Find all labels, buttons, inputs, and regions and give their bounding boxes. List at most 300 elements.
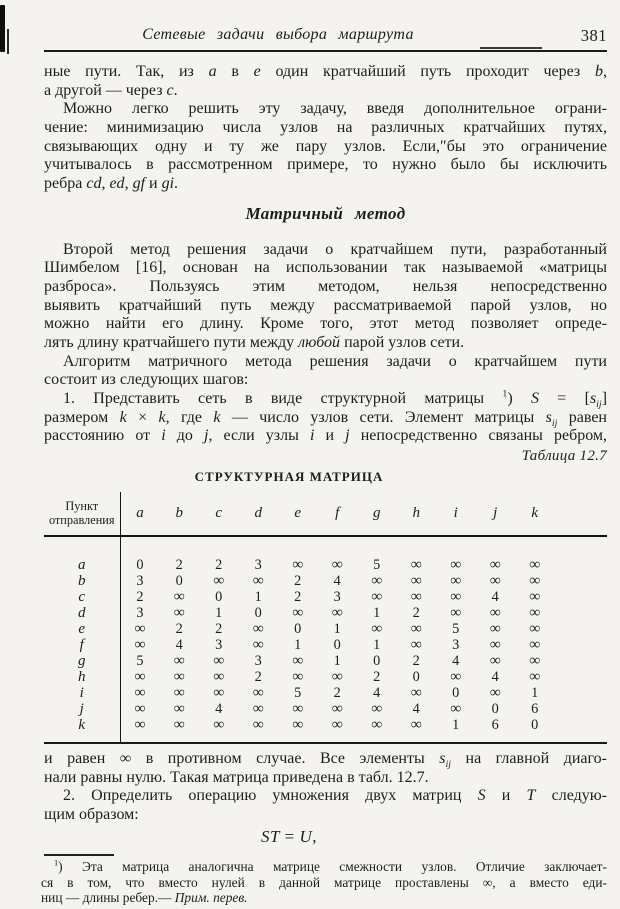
matrix-cell: 6 xyxy=(491,716,499,733)
matrix-cell xyxy=(515,605,555,621)
text-segment: и равен ∞ в противном случае. Все элементы xyxy=(44,750,440,767)
matrix-cell xyxy=(120,717,160,733)
infinity-value: ∞ xyxy=(252,716,264,733)
matrix-cell xyxy=(476,621,516,637)
matrix-cell xyxy=(397,717,437,733)
matrix-cell: 0 xyxy=(294,620,302,637)
matrix-cell: 1 xyxy=(373,604,381,621)
row-label: j xyxy=(44,701,120,717)
infinity-value: ∞ xyxy=(489,684,501,701)
infinity-value: ∞ xyxy=(292,668,304,685)
matrix-cell: 3 xyxy=(254,556,262,573)
text-segment: ST xyxy=(260,827,280,846)
text-line xyxy=(44,427,607,446)
table-body xyxy=(44,536,607,743)
row-label: f xyxy=(44,637,120,653)
text-segment: разброса». Пользуясь этим методом, нельзя непосредственно xyxy=(44,277,607,295)
matrix-cell: 5 xyxy=(294,684,302,701)
matrix-cell xyxy=(120,701,160,717)
spacer-cell xyxy=(120,733,160,743)
matrix-cell xyxy=(278,605,318,621)
text-segment: 2. Определить операцию умножения двух матриц xyxy=(63,787,478,805)
infinity-value: ∞ xyxy=(371,620,383,637)
infinity-value: ∞ xyxy=(529,556,541,573)
infinity-value: ∞ xyxy=(213,668,225,685)
text-segment: , xyxy=(124,174,133,192)
matrix-cell: 2 xyxy=(412,652,420,669)
infinity-value: ∞ xyxy=(529,572,541,589)
infinity-value: ∞ xyxy=(134,716,146,733)
matrix-cell: 5 xyxy=(452,620,460,637)
matrix-cell xyxy=(160,701,200,717)
matrix-cell xyxy=(515,589,555,605)
spacer-cell xyxy=(44,733,120,743)
table-spacer-row xyxy=(44,536,607,557)
text-segment: s xyxy=(589,389,597,407)
spacer-cell xyxy=(239,536,279,557)
infinity-value: ∞ xyxy=(489,604,501,621)
spacer-cell xyxy=(555,573,608,589)
paragraph xyxy=(44,241,607,353)
matrix-cell xyxy=(160,717,200,733)
text-line xyxy=(41,859,607,875)
infinity-value: ∞ xyxy=(410,636,422,653)
infinity-value: ∞ xyxy=(173,716,185,733)
matrix-cell xyxy=(278,717,318,733)
text-segment: = [ xyxy=(538,389,590,407)
infinity-value: ∞ xyxy=(489,636,501,653)
matrix-cell: 4 xyxy=(333,572,341,589)
text-segment: a xyxy=(208,63,217,80)
column-header: h xyxy=(397,492,437,536)
text-segment: . xyxy=(173,81,178,99)
infinity-value: ∞ xyxy=(410,620,422,637)
matrix-cell: 0 xyxy=(333,636,341,653)
infinity-value: ∞ xyxy=(252,572,264,589)
scan-artifact-mark xyxy=(7,29,9,54)
corner-label-line2: отправления xyxy=(48,512,115,527)
table-row xyxy=(44,621,607,637)
matrix-cell xyxy=(397,557,437,573)
matrix-cell: 4 xyxy=(412,700,420,717)
text-line xyxy=(44,371,607,390)
matrix-cell: 0 xyxy=(136,556,144,573)
matrix-cell: 2 xyxy=(412,604,420,621)
matrix-cell xyxy=(120,621,160,637)
paragraph xyxy=(44,100,607,193)
text-segment: нали равны нулю. Такая матрица приведена в табл. 12.7. xyxy=(44,768,429,786)
matrix-cell xyxy=(120,669,160,685)
infinity-value: ∞ xyxy=(529,620,541,637)
matrix-cell: 4 xyxy=(175,636,183,653)
matrix-cell: 0 xyxy=(215,588,223,605)
page-number: 381 xyxy=(580,26,607,45)
paragraph xyxy=(44,390,607,446)
text-segment: равен xyxy=(557,408,607,426)
spacer-cell xyxy=(555,536,608,557)
infinity-value: ∞ xyxy=(213,684,225,701)
matrix-cell xyxy=(199,653,239,669)
infinity-value: ∞ xyxy=(134,668,146,685)
spacer-cell xyxy=(555,717,608,733)
infinity-value: ∞ xyxy=(450,556,462,573)
text-segment: ся в том, что вместо нулей в данной матрице проставлены ∞, а вместо еди- xyxy=(41,874,607,890)
infinity-value: ∞ xyxy=(410,572,422,589)
column-header: a xyxy=(120,492,160,536)
table-spacer-row xyxy=(44,733,607,743)
matrix-cell: 0 xyxy=(175,572,183,589)
spacer-cell xyxy=(436,733,476,743)
matrix-cell: 2 xyxy=(175,620,183,637)
matrix-cell: 1 xyxy=(294,636,302,653)
text-segment: . xyxy=(174,174,179,192)
matrix-cell xyxy=(239,701,279,717)
text-line xyxy=(44,63,607,82)
text-line xyxy=(44,315,607,334)
column-header: c xyxy=(199,492,239,536)
text-line xyxy=(44,806,607,825)
matrix-cell xyxy=(318,717,358,733)
text-segment: на главной диаго- xyxy=(451,750,607,767)
text-segment: ребра xyxy=(44,174,87,192)
spacer-cell xyxy=(515,733,555,743)
matrix-cell xyxy=(318,701,358,717)
text-line xyxy=(44,750,607,769)
matrix-cell xyxy=(476,685,516,701)
table-row xyxy=(44,669,607,685)
infinity-value: ∞ xyxy=(371,572,383,589)
spacer-cell xyxy=(555,653,608,669)
matrix-cell: 3 xyxy=(136,604,144,621)
text-segment: s xyxy=(545,408,552,426)
matrix-cell: 0 xyxy=(412,668,420,685)
table-row xyxy=(44,653,607,669)
column-header: e xyxy=(278,492,318,536)
matrix-cell xyxy=(357,589,397,605)
text-segment: размером xyxy=(44,408,120,426)
row-label: i xyxy=(44,685,120,701)
infinity-value: ∞ xyxy=(489,572,501,589)
body-text-upper xyxy=(44,63,607,446)
text-segment: непосредственно связаны ребром, xyxy=(349,427,608,445)
matrix-cell: 4 xyxy=(491,668,499,685)
text-segment: чение: минимизацию числа узлов на различных кратчайших путях, xyxy=(44,118,607,136)
infinity-value: ∞ xyxy=(450,604,462,621)
table-row xyxy=(44,685,607,701)
text-segment: Второй метод решения задачи о кратчайшем пути, разработанный xyxy=(63,240,607,258)
matrix-cell xyxy=(436,589,476,605)
infinity-value: ∞ xyxy=(252,636,264,653)
matrix-cell xyxy=(397,589,437,605)
text-segment: , если узлы xyxy=(208,427,310,445)
text-segment: и xyxy=(314,427,346,445)
infinity-value: ∞ xyxy=(529,588,541,605)
matrix-cell xyxy=(476,637,516,653)
text-line xyxy=(44,297,607,316)
infinity-value: ∞ xyxy=(489,652,501,669)
text-segment: , xyxy=(602,63,607,80)
text-segment: любой xyxy=(298,333,341,351)
infinity-value: ∞ xyxy=(331,556,343,573)
text-segment: учитывалось в рассмотренном примере, то нужно было бы исключить xyxy=(44,156,607,174)
row-label: a xyxy=(44,557,120,573)
infinity-value: ∞ xyxy=(134,684,146,701)
row-label: d xyxy=(44,605,120,621)
text-segment: 1 xyxy=(502,388,508,400)
matrix-cell xyxy=(476,573,516,589)
infinity-value: ∞ xyxy=(529,668,541,685)
text-segment: до xyxy=(165,427,204,445)
infinity-value: ∞ xyxy=(213,652,225,669)
matrix-cell xyxy=(239,637,279,653)
matrix-cell: 3 xyxy=(254,652,262,669)
infinity-value: ∞ xyxy=(252,700,264,717)
text-segment: S xyxy=(530,389,539,407)
text-line xyxy=(41,875,607,891)
matrix-cell: 5 xyxy=(136,652,144,669)
matrix-cell: 6 xyxy=(531,700,539,717)
matrix-cell: 2 xyxy=(294,588,302,605)
table-row xyxy=(44,573,607,589)
infinity-value: ∞ xyxy=(134,700,146,717)
spacer-cell xyxy=(555,589,608,605)
column-header: f xyxy=(318,492,358,536)
table-title: СТРУКТУРНАЯ МАТРИЦА xyxy=(194,469,384,484)
matrix-cell xyxy=(397,573,437,589)
spacer-cell xyxy=(44,536,120,557)
matrix-cell xyxy=(318,605,358,621)
matrix-cell: 3 xyxy=(452,636,460,653)
spacer-cell xyxy=(555,605,608,621)
matrix-cell xyxy=(120,637,160,653)
spacer-cell xyxy=(476,536,516,557)
matrix-cell xyxy=(199,669,239,685)
text-line xyxy=(44,787,607,806)
matrix-cell: 2 xyxy=(136,588,144,605)
infinity-value: ∞ xyxy=(450,700,462,717)
matrix-cell xyxy=(278,669,318,685)
infinity-value: ∞ xyxy=(213,572,225,589)
matrix-cell xyxy=(318,669,358,685)
text-segment: в xyxy=(216,63,254,80)
infinity-value: ∞ xyxy=(331,700,343,717)
spacer-cell xyxy=(555,492,608,536)
text-segment: щим образом: xyxy=(44,805,139,823)
matrix-cell: 0 xyxy=(373,652,381,669)
text-segment: и xyxy=(145,174,162,192)
matrix-cell xyxy=(160,589,200,605)
matrix-cell: 5 xyxy=(373,556,381,573)
matrix-cell xyxy=(239,573,279,589)
column-header: g xyxy=(357,492,397,536)
matrix-cell: 2 xyxy=(373,668,381,685)
footnote-rule xyxy=(44,854,114,856)
row-label: e xyxy=(44,621,120,637)
table-row xyxy=(44,717,607,733)
corner-header-cell xyxy=(44,492,120,536)
infinity-value: ∞ xyxy=(410,716,422,733)
matrix-cell: 3 xyxy=(333,588,341,605)
text-line xyxy=(44,175,607,194)
text-line xyxy=(44,409,607,428)
text-segment: × xyxy=(126,408,159,426)
infinity-value: ∞ xyxy=(331,604,343,621)
matrix-cell xyxy=(515,669,555,685)
matrix-cell: 2 xyxy=(333,684,341,701)
matrix-cell xyxy=(397,685,437,701)
spacer-cell xyxy=(120,536,160,557)
spacer-cell xyxy=(397,536,437,557)
text-segment: U xyxy=(299,827,313,846)
infinity-value: ∞ xyxy=(292,652,304,669)
matrix-cell xyxy=(436,557,476,573)
matrix-cell xyxy=(160,605,200,621)
text-segment: c xyxy=(166,81,174,99)
matrix-cell: 1 xyxy=(215,604,223,621)
table-row xyxy=(44,637,607,653)
text-line xyxy=(44,241,607,260)
text-line xyxy=(44,769,607,788)
infinity-value: ∞ xyxy=(371,716,383,733)
matrix-cell xyxy=(476,653,516,669)
text-line xyxy=(44,390,607,409)
matrix-cell xyxy=(357,573,397,589)
spacer-cell xyxy=(397,733,437,743)
text-line xyxy=(44,82,607,101)
infinity-value: ∞ xyxy=(252,620,264,637)
matrix-cell xyxy=(476,557,516,573)
text-segment: Можно легко решить эту задачу, введя дополнительное ограни- xyxy=(63,100,607,118)
text-line xyxy=(44,156,607,175)
footnote xyxy=(41,859,607,906)
matrix-cell: 3 xyxy=(136,572,144,589)
matrix-cell: 0 xyxy=(452,684,460,701)
text-line xyxy=(44,353,607,372)
matrix-cell xyxy=(397,621,437,637)
text-segment: e xyxy=(253,63,261,80)
text-line xyxy=(44,278,607,297)
text-segment: и xyxy=(485,787,527,805)
matrix-cell xyxy=(239,621,279,637)
text-segment: k xyxy=(158,408,166,426)
infinity-value: ∞ xyxy=(529,652,541,669)
table-row xyxy=(44,701,607,717)
matrix-cell xyxy=(278,701,318,717)
matrix-cell: 1 xyxy=(333,620,341,637)
paragraph xyxy=(44,353,607,390)
matrix-cell: 4 xyxy=(215,700,223,717)
table-header-row xyxy=(44,492,607,536)
text-segment: s xyxy=(439,750,446,767)
matrix-cell xyxy=(515,557,555,573)
matrix-cell xyxy=(436,573,476,589)
matrix-cell xyxy=(515,653,555,669)
text-segment: gi xyxy=(161,174,175,192)
scan-artifact-mark xyxy=(0,5,5,52)
matrix-cell: 2 xyxy=(254,668,262,685)
matrix-cell xyxy=(436,701,476,717)
text-line xyxy=(41,890,607,906)
text-segment: S xyxy=(477,787,486,805)
spacer-cell xyxy=(239,733,279,743)
table-row xyxy=(44,557,607,573)
spacer-cell xyxy=(318,733,358,743)
infinity-value: ∞ xyxy=(331,668,343,685)
infinity-value: ∞ xyxy=(529,604,541,621)
text-segment: ) Эта матрица аналогична матрице смежности узлов. Отличие заключает- xyxy=(58,859,607,874)
matrix-cell xyxy=(199,573,239,589)
infinity-value: ∞ xyxy=(173,668,185,685)
row-label: h xyxy=(44,669,120,685)
body-text-lower xyxy=(44,750,607,825)
matrix-cell xyxy=(318,557,358,573)
text-segment: , xyxy=(312,827,318,846)
text-segment: состоит из следующих шагов: xyxy=(44,371,249,389)
text-segment: ниц — длины ребер.— xyxy=(41,890,175,906)
matrix-cell: 2 xyxy=(215,556,223,573)
matrix-cell xyxy=(357,701,397,717)
infinity-value: ∞ xyxy=(489,620,501,637)
matrix-cell xyxy=(239,685,279,701)
text-line xyxy=(44,119,607,138)
matrix-cell: 4 xyxy=(452,652,460,669)
spacer-cell xyxy=(555,733,608,743)
spacer-cell xyxy=(278,536,318,557)
text-segment: Шимбелом [16], основан на использовании так называемой «матрицы xyxy=(44,259,607,277)
text-segment: а другой — через xyxy=(44,81,167,99)
matrix-cell xyxy=(160,653,200,669)
infinity-value: ∞ xyxy=(173,700,185,717)
infinity-value: ∞ xyxy=(213,716,225,733)
infinity-value: ∞ xyxy=(134,620,146,637)
spacer-cell xyxy=(199,733,239,743)
infinity-value: ∞ xyxy=(252,684,264,701)
text-segment: j xyxy=(204,427,209,445)
matrix-cell xyxy=(357,717,397,733)
matrix-cell: 0 xyxy=(531,716,539,733)
matrix-cell xyxy=(239,717,279,733)
header-rule-artifact xyxy=(480,47,542,49)
infinity-value: ∞ xyxy=(292,604,304,621)
spacer-cell xyxy=(555,685,608,701)
spacer-cell xyxy=(160,536,200,557)
text-segment: gf xyxy=(132,174,146,192)
matrix-cell xyxy=(160,685,200,701)
paragraph xyxy=(44,787,607,824)
infinity-value: ∞ xyxy=(173,684,185,701)
matrix-cell xyxy=(515,621,555,637)
text-segment: ] xyxy=(601,389,608,407)
text-segment: выявить кратчайший путь между рассматриваемой парой узлов, но xyxy=(44,296,607,314)
matrix-cell xyxy=(199,685,239,701)
spacer-cell xyxy=(515,536,555,557)
text-segment: ij xyxy=(445,759,451,771)
paragraph xyxy=(44,750,607,787)
spacer-cell xyxy=(357,733,397,743)
matrix-cell xyxy=(397,637,437,653)
row-label: c xyxy=(44,589,120,605)
text-segment: следую- xyxy=(535,787,608,805)
column-header: k xyxy=(515,492,555,536)
text-segment: i xyxy=(309,427,315,445)
matrix-cell xyxy=(120,685,160,701)
matrix-cell: 1 xyxy=(333,652,341,669)
matrix-cell xyxy=(436,669,476,685)
text-segment: k xyxy=(213,408,221,426)
text-segment: j xyxy=(345,427,350,445)
corner-label-line1: Пункт xyxy=(65,499,99,513)
text-segment: ные пути. Так, из xyxy=(44,63,209,80)
